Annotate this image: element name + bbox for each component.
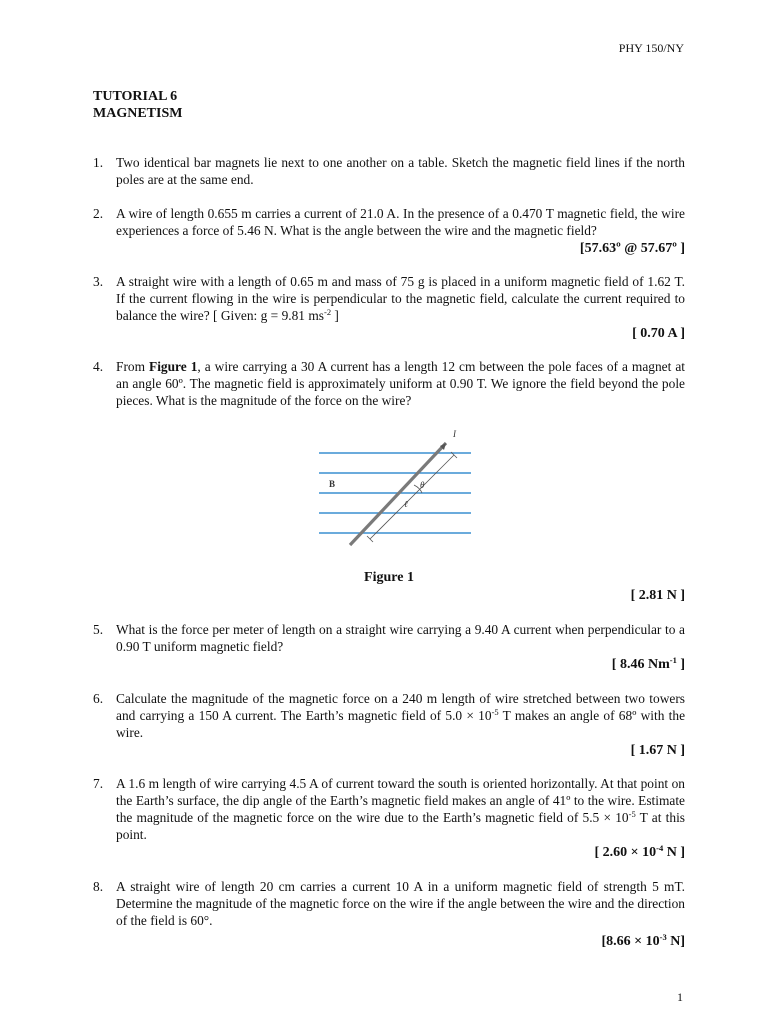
figure-caption: Figure 1 bbox=[364, 570, 414, 585]
question-number: 8. bbox=[93, 879, 104, 894]
answer-value: [ 2.60 × 10 bbox=[594, 845, 657, 860]
wire bbox=[350, 443, 446, 545]
answer: [ 2.81 N ] bbox=[630, 588, 685, 603]
question-text: , a wire carrying a 30 A current has a length 12 cm between the pole faces of a magnet at an angle 60º. The magnetic field is approximately uniform at 0.90 T. We ignore the field beyond the pole pieces. What is the magnitude of the force on the wire? bbox=[116, 359, 685, 408]
question-number: 1. bbox=[93, 155, 104, 170]
question-8 bbox=[93, 878, 685, 950]
topic-title: MAGNETISM bbox=[93, 106, 183, 121]
answer-end: ] bbox=[676, 657, 685, 672]
title-block bbox=[93, 88, 182, 122]
answer-value: [8.66 × 10 bbox=[601, 934, 660, 949]
question-text: A 1.6 m length of wire carrying 4.5 A of current toward the south is oriented horizontally. At that point on the Earth’s surface, the dip angle of the Earth’s magnetic field makes an angle of 41º to the wire. Estimate the magnitude of the magnetic force on the wire due to the Earth’s magnetic field of 5.5 × 10 bbox=[116, 776, 685, 825]
question-2 bbox=[93, 205, 685, 257]
field-lines bbox=[319, 453, 471, 533]
answer-end: N ] bbox=[663, 845, 685, 860]
tutorial-title: TUTORIAL 6 bbox=[93, 89, 178, 104]
question-text: Calculate the magnitude of the magnetic force on a 240 m length of wire stretched between two towers and carrying a 150 A current. The Earth’s magnetic field of 5.0 × 10 bbox=[116, 691, 685, 723]
question-text-end: ] bbox=[331, 308, 339, 323]
question-number: 4. bbox=[93, 359, 104, 374]
question-text-start: From bbox=[116, 359, 150, 374]
angle-label: θ bbox=[420, 480, 425, 490]
question-text: A straight wire of length 20 cm carries a current 10 A in a uniform magnetic field of strength 5 mT. Determine the magnitude of the magnetic force on the wire if the angle between the wire and the direction of the field is 60°. bbox=[116, 879, 685, 928]
answer bbox=[116, 933, 685, 950]
question-text: Two identical bar magnets lie next to one another on a table. Sketch the magnetic field lines if the north poles are at the same end. bbox=[116, 155, 685, 187]
question-text-end: T at this point. bbox=[116, 810, 686, 842]
answer: [ 0.70 A ] bbox=[632, 326, 685, 341]
superscript: -5 bbox=[491, 707, 499, 717]
question-text: A straight wire with a length of 0.65 m and mass of 75 g is placed in a uniform magnetic field of 1.62 T. If the current flowing in the wire is perpendicular to the magnetic field, calculate the current required to balance the wire? [ Given: g = 9.81 ms bbox=[116, 274, 685, 323]
answer: [57.63º @ 57.67º ] bbox=[579, 241, 685, 256]
question-number: 6. bbox=[93, 691, 104, 706]
question-4 bbox=[93, 358, 685, 604]
answer bbox=[116, 656, 685, 673]
answer-superscript: -4 bbox=[656, 843, 664, 853]
question-number: 5. bbox=[93, 622, 104, 637]
question-number: 2. bbox=[93, 206, 104, 221]
question-3 bbox=[93, 273, 685, 342]
question-number: 3. bbox=[93, 274, 104, 289]
answer bbox=[116, 844, 685, 861]
superscript: -5 bbox=[628, 809, 636, 819]
question-text: A wire of length 0.655 m carries a current of 21.0 A. In the presence of a 0.470 T magnetic field, the wire experiences a force of 5.46 N. What is the angle between the wire and the magnetic field? bbox=[116, 206, 685, 238]
question-6 bbox=[93, 690, 685, 759]
course-code: PHY 150/NY bbox=[618, 41, 684, 55]
magnetic-field-diagram bbox=[316, 427, 476, 553]
question-text: What is the force per meter of length on a straight wire carrying a 9.40 A current when perpendicular to a 0.90 T uniform magnetic field? bbox=[116, 622, 685, 654]
question-5 bbox=[93, 621, 685, 673]
question-number: 7. bbox=[93, 776, 104, 791]
answer-superscript: -1 bbox=[669, 655, 677, 665]
answer-value: [ 8.46 Nm bbox=[611, 657, 670, 672]
length-marker bbox=[370, 455, 454, 539]
answer-superscript: -3 bbox=[659, 932, 667, 942]
field-label: B bbox=[329, 479, 336, 489]
length-label: ℓ bbox=[404, 499, 408, 509]
current-label: I bbox=[453, 429, 456, 439]
superscript: -2 bbox=[323, 307, 332, 317]
question-list bbox=[93, 154, 685, 950]
page-number: 1 bbox=[677, 990, 683, 1004]
answer-end: N] bbox=[666, 934, 685, 949]
answer: [ 1.67 N ] bbox=[630, 743, 685, 758]
figure-reference: Figure 1 bbox=[149, 359, 198, 374]
question-7 bbox=[93, 775, 685, 861]
question-text-end: T makes an angle of 68º with the wire. bbox=[116, 708, 686, 740]
question-1 bbox=[93, 154, 685, 188]
figure-1 bbox=[316, 427, 476, 553]
